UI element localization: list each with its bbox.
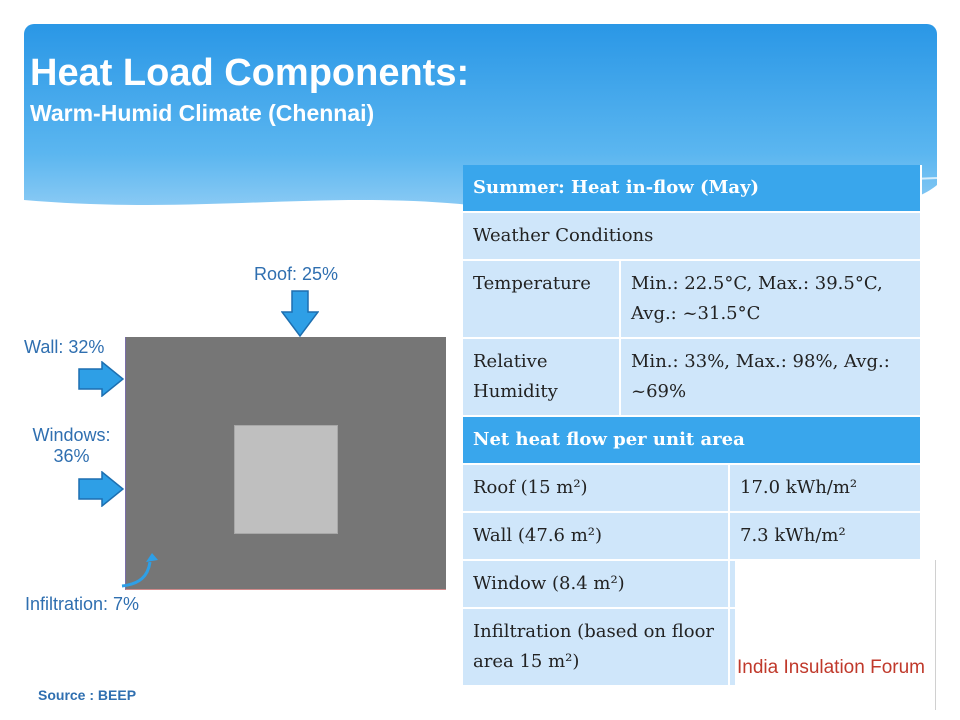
roof-area-cell: Roof (15 m²): [463, 465, 730, 513]
roof-label: Roof: 25%: [254, 264, 339, 284]
temperature-label-cell: Temperature: [463, 261, 621, 339]
window-area-cell: Window (8.4 m²): [463, 561, 730, 609]
india-insulation-forum-logo: India Insulation Forum: [737, 657, 925, 678]
wall-arrow-icon: [78, 361, 124, 397]
humidity-label-cell: Relative Humidity: [463, 339, 621, 417]
infiltration-area-cell: Infiltration (based on floor area 15 m²): [463, 609, 730, 687]
windows-label-line2: 36%: [53, 446, 90, 466]
weather-conditions-cell: Weather Conditions: [463, 213, 922, 261]
windows-arrow-icon: [78, 471, 124, 507]
table-row: [463, 339, 922, 417]
slide-subtitle: Warm-Humid Climate (Chennai): [30, 100, 375, 126]
table-row: [463, 513, 922, 561]
roof-value-cell: 17.0 kWh/m²: [730, 465, 922, 513]
windows-label-line1: Windows:: [32, 425, 111, 445]
source-note: Source : BEEP: [38, 687, 137, 703]
table-header-row: [463, 165, 922, 213]
table-header-row: [463, 417, 922, 465]
humidity-value-cell: Min.: 33%, Max.: 98%, Avg.: ~69%: [621, 339, 922, 417]
wall-area-cell: Wall (47.6 m²): [463, 513, 730, 561]
table-header-summer: Summer: Heat in-flow (May): [463, 165, 922, 213]
wall-value-cell: 7.3 kWh/m²: [730, 513, 922, 561]
table-row: [463, 465, 922, 513]
slide-title: Heat Load Components:: [30, 52, 470, 94]
table-row: [463, 261, 922, 339]
roof-arrow-icon: [281, 290, 319, 338]
windows-label: [24, 425, 119, 467]
table-row: [463, 213, 922, 261]
temperature-value-cell: Min.: 22.5°C, Max.: 39.5°C, Avg.: ~31.5°C: [621, 261, 922, 339]
infiltration-label: Infiltration: 7%: [25, 594, 140, 614]
infiltration-arrow-icon: [118, 552, 162, 590]
logo-box: [735, 560, 936, 710]
house-window: [234, 425, 338, 534]
table-header-netflow: Net heat flow per unit area: [463, 417, 922, 465]
wall-label: Wall: 32%: [24, 337, 105, 357]
